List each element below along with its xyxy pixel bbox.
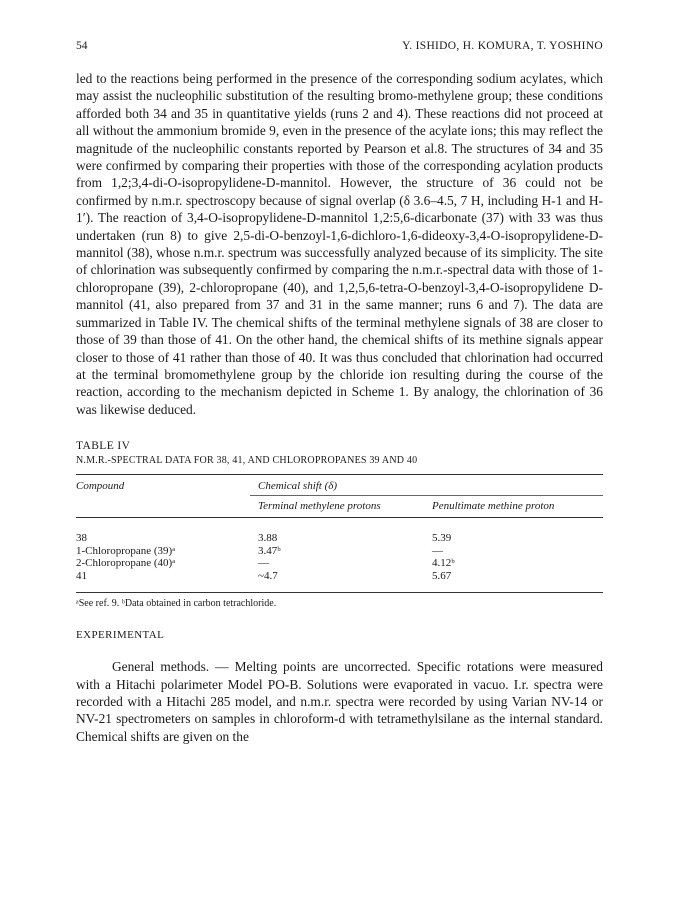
main-paragraph-text: led to the reactions being performed in the presence of the corresponding sodium acylates, which may assist the nucleophilic substitution of the resulting bromo-methylene group; these conditions afforded both 34 and 35 in quantitative yields (runs 2 and 4). These reactions did not proceed at all without the ammonium bromide 9, even in the presence of the acylate ions; this may reflect the magnitude of the nucleophilic constants reported by Pearson et al.8. The structures of 34 and 35 were confirmed by comparing their properties with those of the corresponding acylation products from 1,2;3,4-di-O-isopropylidene-D-mannitol. However, the structure of 36 could not be confirmed by n.m.r. spectroscopy because of signal overlap (δ 3.6–4.5, 7 H, including H-1 and H-1′). The reaction of 3,4-O-isopropylidene-D-mannitol 1,2:5,6-dicarbonate (37) with 33 was thus undertaken (run 8) to give 2,5-di-O-benzoyl-1,6-dichloro-1,6-dideoxy-3,4-O-isopropylidene-D-mannitol (38), whose n.m.r. spectrum was successfully analyzed because of its simplicity. The site of chlorination was subsequently confirmed by comparing the n.m.r.-spectral data with those of 1-chloropropane (39), 2-chloropropane (40), and 1,2,5,6-tetra-O-benzoyl-3,4-O-isopropylidene D-mannitol (41, also prepared from 37 and 31 in the same manner; runs 6 and 7). The data are summarized in Table IV. The chemical shifts of the terminal methylene signals of 38 are closer to those of 39 than those of 41. On the other hand, the chemical shifts of its methine signals appear closer to those of 41 rather than those of 40. It was thus concluded that chlorination had occurred at the terminal bromomethylene group by the chloride ion resulting during the course of the reaction, according to the mechanism depicted in Scheme 1. By analogy, the chlorination of 36 was likewise deduced. [76,71,603,417]
section-heading-experimental: EXPERIMENTAL [76,629,165,642]
page [76,40,603,745]
table-row [76,518,603,545]
main-paragraph [76,70,603,418]
table-title: N.M.R.-SPECTRAL DATA FOR 38, 41, AND CHLOROPROPANES 39 AND 40 [76,455,418,467]
cell-penultimate: — [432,544,443,557]
table-row [76,557,603,570]
cell-terminal: ~4.7 [250,570,428,593]
cell-compound: 1-Chloropropane (39)ᵃ [76,544,176,557]
nmr-table [76,474,603,593]
experimental-paragraph: General methods. — Melting points are uncorrected. Specific rotations were measured with a Hitachi polarimeter Model PO-B. Solutions were evaporated in vacuo. I.r. spectra were recorded with a Hitachi 285 model, and n.m.r. spectra were recorded by using Varian NV-14 or NV-21 spectrometers on samples in chloroform-d with tetramethylsilane as the internal standard. Chemical shifts are given on the [76,659,603,744]
table-row [76,545,603,558]
table-row [76,570,603,593]
cell-terminal: 3.47ᵇ [258,544,281,557]
running-head-authors: Y. ISHIDO, H. KOMURA, T. YOSHINO [402,40,603,52]
header-penultimate-methine: Penultimate methine proton [428,496,603,518]
cell-compound: 38 [76,532,87,545]
table-footnote: ᵃSee ref. 9. ᵇData obtained in carbon tetrachloride. [76,598,277,610]
table-label: TABLE IV [76,440,131,453]
cell-penultimate: 5.67 [428,570,603,593]
header-terminal-methylene: Terminal methylene protons [250,496,428,518]
cell-compound: 41 [76,570,250,593]
cell-compound: 2-Chloropropane (40)ᵃ [76,557,176,570]
cell-terminal: 3.88 [258,532,278,545]
cell-terminal: — [258,557,269,570]
cell-penultimate: 4.12ᵇ [432,557,455,570]
header-compound: Compound [76,475,250,518]
running-head [76,40,603,52]
cell-penultimate: 5.39 [432,532,452,545]
page-number: 54 [76,40,88,52]
header-chemical-shift: Chemical shift (δ) [250,475,603,496]
